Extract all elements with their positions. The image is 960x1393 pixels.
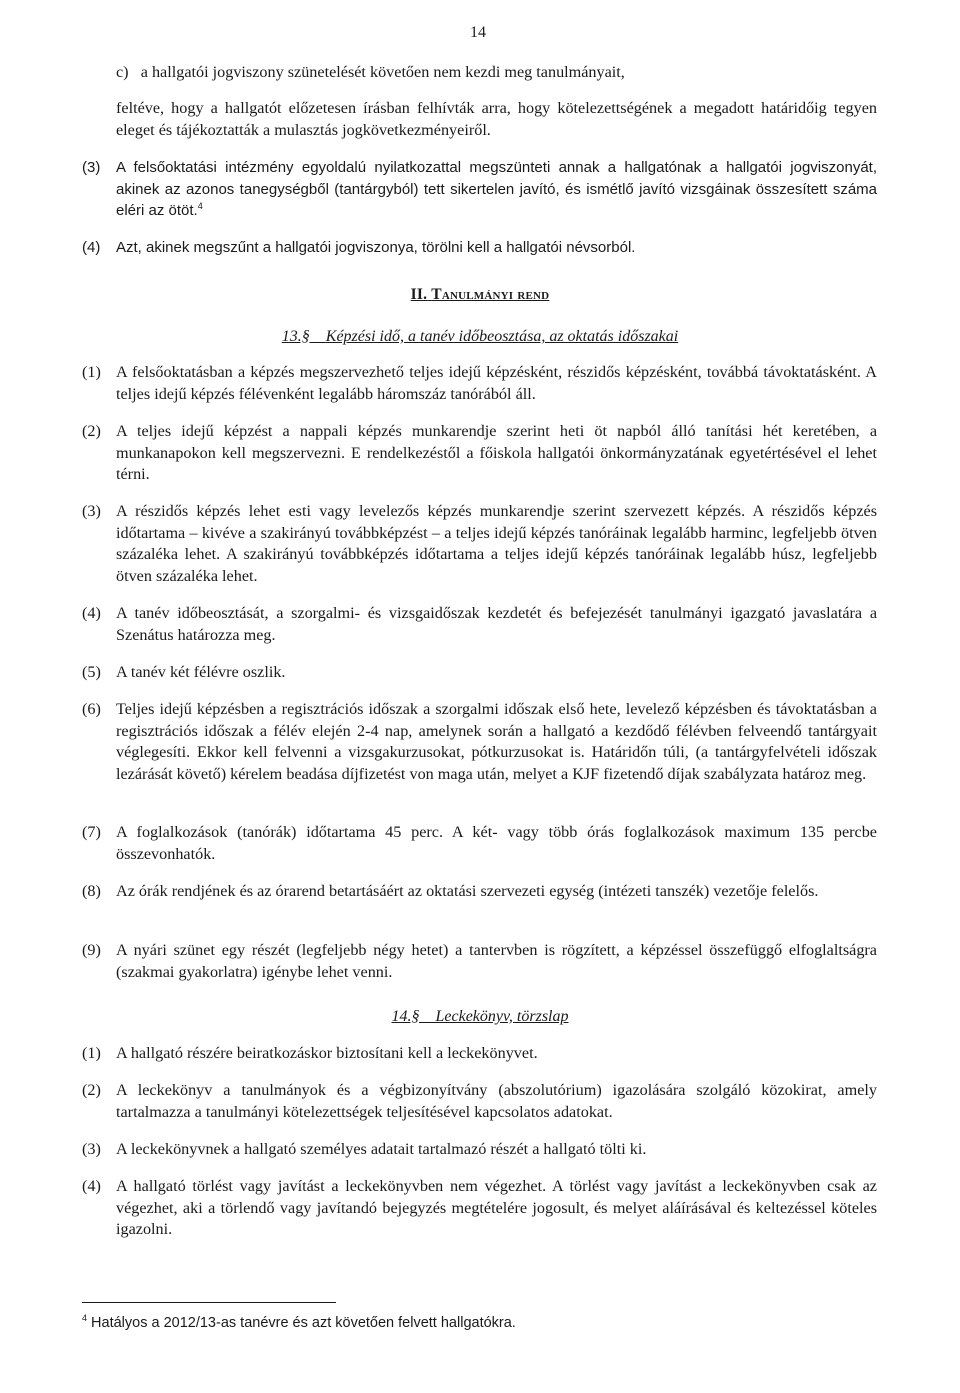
item-text: A tanév két félévre oszlik.	[116, 663, 286, 681]
section-14-heading: 14.§ Leckekönyv, törzslap	[391, 1008, 569, 1025]
item-number: (1)	[82, 363, 101, 381]
item-number: (1)	[82, 1044, 101, 1062]
item-text: A leckekönyv a tanulmányok és a végbizonyítvány (abszolutórium) igazolására szolgáló közokirat, amely tartalmazza a tanulmányi kötelezettségek teljesítésével kapcsolatos adatokat.	[116, 1081, 877, 1121]
item-text: A teljes idejű képzést a nappali képzés munkarendje szerint heti öt napból álló tanítási hét keretében, a munkanapokon kell megszervezni. E rendelkezéstől a főiskola hallgatói önkormányzatának egyetértésével el lehet térni.	[116, 422, 877, 483]
item-text: Az órák rendjének és az órarend betartásáért az oktatási szervezeti egység (intézeti tanszék) vezetője felelős.	[116, 882, 819, 900]
chapter-numeral: II.	[410, 286, 428, 303]
item-text: A hallgató részére beiratkozáskor biztosítani kell a leckekönyvet.	[116, 1044, 538, 1062]
item-text: A felsőoktatásban a képzés megszervezhető teljes idejű képzésként, részidős képzésként, továbbá távoktatásként. A teljes idejű képzés félévenként legalább háromszáz tanórából áll.	[116, 363, 877, 403]
footnote-divider	[82, 1302, 336, 1303]
page-number: 14	[470, 24, 486, 41]
footnote-reference: 4	[197, 201, 203, 211]
item-text: A hallgató törlést vagy javítást a leckekönyvben nem végezhet. A törlést vagy javítást a leckekönyvben csak az végezhet, aki a törlendő vagy javítandó bejegyzés megtételére jogosult, és melyet aláírásával és keltezéssel köteles igazolni.	[116, 1177, 877, 1238]
item-number: (2)	[82, 1081, 101, 1099]
item-text: A tanév időbeosztását, a szorgalmi- és vizsgaidőszak kezdetét és befejezését tanulmányi igazgató javaslatára a Szenátus határozza meg.	[116, 604, 877, 644]
intro-item-c: c) a hallgatói jogviszony szünetelését követően nem kezdi meg tanulmányait,	[116, 63, 625, 81]
item-number: (3)	[82, 1140, 101, 1158]
intro-continuation: feltéve, hogy a hallgatót előzetesen írásban felhívták arra, hogy kötelezettségének a megadott határidőig tegyen eleget és tájékoztatták a mulasztás jogkövetkezményeiről.	[116, 99, 877, 139]
footnote-mark: 4	[82, 1313, 88, 1324]
item-number: (4)	[82, 604, 101, 622]
item-text: A részidős képzés lehet esti vagy levelezős képzés munkarendje szerint szervezett képzés. A részidős képzés időtartama – kivéve a szakirányú továbbképzést – a teljes idejű képzés tanóráinak legalább harminc, legfeljebb ötven százaléka lehet. A szakirányú továbbképzés időtartama a teljes idejű képzés tanóráinak legalább húsz, legfeljebb ötven százaléka lehet.	[116, 502, 877, 585]
item-number: (2)	[82, 422, 101, 440]
item-number: (3)	[82, 502, 101, 520]
item-text: A foglalkozások (tanórák) időtartama 45 perc. A két- vagy több órás foglalkozások maximum 135 percbe összevonhatók.	[116, 823, 877, 863]
item-text: A leckekönyvnek a hallgató személyes adatait tartalmazó részét a hallgató tölti ki.	[116, 1140, 647, 1158]
paragraph-3-number: (3)	[82, 159, 101, 176]
paragraph-4-text: Azt, akinek megszűnt a hallgatói jogviszonya, törölni kell a hallgatói névsorból.	[116, 239, 636, 256]
paragraph-3-body: A felsőoktatási intézmény egyoldalú nyilatkozattal megszünteti annak a hallgatónak a hallgatói jogviszonyát, akinek az azonos tanegységből (tantárgyból) tett sikertelen javító, és ismétlő javító vizsgáinak összesített száma eléri az ötöt.	[116, 159, 877, 219]
item-number: (5)	[82, 663, 101, 681]
chapter-title: Tanulmányi rend	[431, 286, 550, 303]
item-text: A nyári szünet egy részét (legfeljebb négy hetet) a tantervben is rögzített, a képzéssel összefüggő elfoglaltságra (szakmai gyakorlatra) igénybe lehet venni.	[116, 941, 877, 981]
paragraph-3-text	[116, 157, 877, 222]
chapter-heading	[0, 284, 960, 306]
item-number: (7)	[82, 823, 101, 841]
item-number: (4)	[82, 1177, 101, 1195]
item-text: Teljes idejű képzésben a regisztrációs időszak a szorgalmi időszak első hete, levelező képzésben és távoktatásban a regisztrációs időszak a félév elején 2-4 nap, amelynek során a hallgató a kezdődő félévben felveendő tantárgyait véglegesíti. Ekkor kell felvenni a vizsgakurzusokat, pótkurzusokat is. Határidőn túli, (a tantárgyfelvételi időszak lezárását követő) kérelem beadása díjfizetést von maga után, melyet a KJF fizetendő díjak szabályzata határoz meg.	[116, 700, 877, 783]
section-13-heading: 13.§ Képzési idő, a tanév időbeosztása, az oktatás időszakai	[281, 328, 679, 345]
item-number: (8)	[82, 882, 101, 900]
paragraph-4-number: (4)	[82, 239, 101, 256]
item-number: (6)	[82, 700, 101, 718]
footnote-text: Hatályos a 2012/13-as tanévre és azt követően felvett hallgatókra.	[91, 1315, 516, 1331]
item-number: (9)	[82, 941, 101, 959]
footnote	[82, 1313, 516, 1335]
